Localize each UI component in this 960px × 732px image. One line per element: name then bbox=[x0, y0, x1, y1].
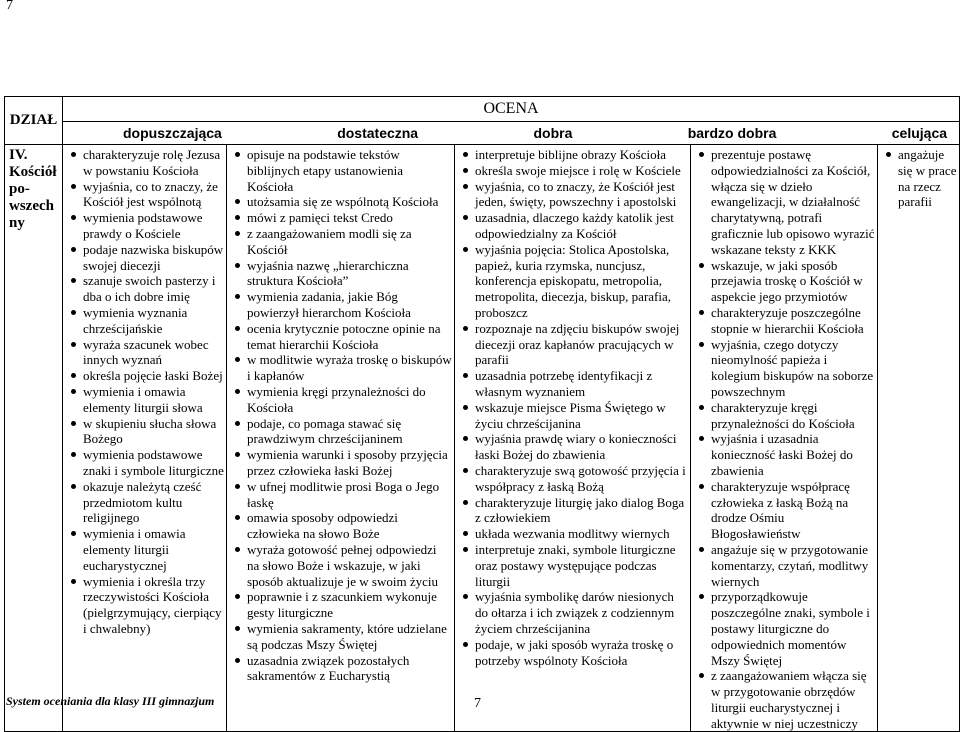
column-celujaca bbox=[878, 145, 960, 732]
list-item: wymienia i omawia elementy liturgii eucharystycznej bbox=[63, 526, 224, 573]
list-item: utożsamia się ze wspólnotą Kościoła bbox=[227, 194, 452, 210]
list-item: mówi z pamięci tekst Credo bbox=[227, 210, 452, 226]
list-item: wyjaśnia, co to znaczy, że Kościół jest jeden, święty, powszechny i apostolski bbox=[455, 179, 688, 211]
list-item: wyjaśnia prawdę wiary o konieczności łaski Bożej do zbawienia bbox=[455, 431, 688, 463]
list-item: opisuje na podstawie tekstów biblijnych etapy ustanowienia Kościoła bbox=[227, 147, 452, 194]
list-item: wskazuje miejsce Pisma Świętego w życiu chrześcijanina bbox=[455, 400, 688, 432]
list-item: określa pojęcie łaski Bożej bbox=[63, 368, 224, 384]
column-dopuszczajaca bbox=[63, 145, 227, 732]
footer-page-number: 7 bbox=[474, 696, 481, 711]
list-item: wyraża gotowość pełnej odpowiedzi na słowo Boże i wskazuje, w jaki sposób aktualizuje je w swoim życiu bbox=[227, 542, 452, 589]
list-item: podaje nazwiska biskupów swojej diecezji bbox=[63, 242, 224, 274]
column-bardzo-dobra bbox=[691, 145, 878, 732]
list-item: uzasadnia, dlaczego każdy katolik jest odpowiedzialny za Kościół bbox=[455, 210, 688, 242]
list-item: wymienia wyznania chrześcijańskie bbox=[63, 305, 224, 337]
list-item: wymienia podstawowe znaki i symbole liturgiczne bbox=[63, 447, 224, 479]
header-dzial: DZIAŁ bbox=[5, 97, 63, 145]
level-dostateczna: dostateczna bbox=[337, 125, 419, 141]
column-dostateczna bbox=[227, 145, 455, 732]
list-item: wymienia i określa trzy rzeczywistości Kościoła (pielgrzymujący, cierpiący i chwalebny) bbox=[63, 574, 224, 637]
list-item: prezentuje postawę odpowiedzialności za Kościół, włącza się w dzieło ewangelizacji, w działalność charytatywną, potrafi graficznie lub opisowo wyrazić wskazane teksty z KKK bbox=[691, 147, 875, 258]
list-item: interpretuje znaki, symbole liturgiczne oraz postawy występujące podczas liturgii bbox=[455, 542, 688, 589]
section-title: IV. Kościół po-wszech ny bbox=[5, 145, 63, 732]
grading-table bbox=[4, 96, 960, 732]
footer-title: System oceniania dla klasy III gimnazjum bbox=[6, 694, 215, 708]
list-item: wyjaśnia nazwę „hierarchiczna struktura Kościoła” bbox=[227, 258, 452, 290]
list-item: wymienia zadania, jakie Bóg powierzył hierarchom Kościoła bbox=[227, 289, 452, 321]
list-item: układa wezwania modlitwy wiernych bbox=[455, 526, 688, 542]
list-item: wyjaśnia symbolikę darów niesionych do ołtarza i ich związek z codziennym życiem chrześcijanina bbox=[455, 589, 688, 636]
level-bardzo-dobra: bardzo dobra bbox=[687, 125, 777, 141]
level-celujaca: celująca bbox=[891, 125, 948, 141]
column-dobra bbox=[455, 145, 691, 732]
list-item: określa swoje miejsce i rolę w Kościele bbox=[455, 163, 688, 179]
list-item: charakteryzuje liturgię jako dialog Boga z człowiekiem bbox=[455, 495, 688, 527]
list-item: w ufnej modlitwie prosi Boga o Jego łaskę bbox=[227, 479, 452, 511]
list-item: angażuje się w prace na rzecz parafii bbox=[878, 147, 957, 210]
list-item: interpretuje biblijne obrazy Kościoła bbox=[455, 147, 688, 163]
list-item: rozpoznaje na zdjęciu biskupów swojej diecezji oraz kapłanów pracujących w parafii bbox=[455, 321, 688, 368]
level-dobra: dobra bbox=[533, 125, 573, 141]
list-item: z zaangażowaniem włącza się w przygotowanie obrzędów liturgii eucharystycznej i aktywnie w niej uczestniczy bbox=[691, 668, 875, 731]
list-item: ocenia krytycznie potoczne opinie na temat hierarchii Kościoła bbox=[227, 321, 452, 353]
list-item: wymienia kręgi przynależności do Kościoła bbox=[227, 384, 452, 416]
list-item: uzasadnia potrzebę identyfikacji z własnym wyznaniem bbox=[455, 368, 688, 400]
list-item: okazuje należytą cześć przedmiotom kultu religijnego bbox=[63, 479, 224, 526]
list-item: wyjaśnia, co to znaczy, że Kościół jest wspólnotą bbox=[63, 179, 224, 211]
list-item: charakteryzuje rolę Jezusa w powstaniu Kościoła bbox=[63, 147, 224, 179]
list-item: przyporządkowuje poszczególne znaki, symbole i postawy liturgiczne do odpowiednich momentów Mszy Świętej bbox=[691, 589, 875, 668]
list-item: z zaangażowaniem modli się za Kościół bbox=[227, 226, 452, 258]
list-item: w skupieniu słucha słowa Bożego bbox=[63, 416, 224, 448]
list-item: podaje, co pomaga stawać się prawdziwym chrześcijaninem bbox=[227, 416, 452, 448]
list-item: charakteryzuje kręgi przynależności do Kościoła bbox=[691, 400, 875, 432]
list-item: podaje, w jaki sposób wyraża troskę o potrzeby wspólnoty Kościoła bbox=[455, 637, 688, 669]
list-item: uzasadnia związek pozostałych sakramentów z Eucharystią bbox=[227, 653, 452, 685]
header-levels bbox=[63, 122, 960, 145]
list-item: wyjaśnia, czego dotyczy nieomylność papieża i kolegium biskupów na soborze powszechnym bbox=[691, 337, 875, 400]
list-item: charakteryzuje poszczególne stopnie w hierarchii Kościoła bbox=[691, 305, 875, 337]
list-item: angażuje się w przygotowanie komentarzy, czytań, modlitwy wiernych bbox=[691, 542, 875, 589]
list-item: wymienia i omawia elementy liturgii słowa bbox=[63, 384, 224, 416]
level-dopuszczajaca: dopuszczająca bbox=[123, 125, 222, 141]
list-item: wymienia warunki i sposoby przyjęcia przez człowieka łaski Bożej bbox=[227, 447, 452, 479]
list-item: omawia sposoby odpowiedzi człowieka na słowo Boże bbox=[227, 510, 452, 542]
page-number-top: 7 bbox=[6, 0, 13, 13]
list-item: szanuje swoich pasterzy i dba o ich dobre imię bbox=[63, 273, 224, 305]
list-item: charakteryzuje swą gotowość przyjęcia i współpracy z łaską Bożą bbox=[455, 463, 688, 495]
header-ocena: OCENA bbox=[63, 97, 960, 122]
list-item: poprawnie i z szacunkiem wykonuje gesty liturgiczne bbox=[227, 589, 452, 621]
list-item: wyjaśnia pojęcia: Stolica Apostolska, papież, kuria rzymska, nuncjusz, konferencja episkopatu, metropolia, metropolita, diecezja, biskup, parafia, proboszcz bbox=[455, 242, 688, 321]
list-item: wymienia podstawowe prawdy o Kościele bbox=[63, 210, 224, 242]
list-item: charakteryzuje współpracę człowieka z łaską Bożą na drodze Ośmiu Błogosławieństw bbox=[691, 479, 875, 542]
list-item: w modlitwie wyraża troskę o biskupów i kapłanów bbox=[227, 352, 452, 384]
list-item: wyraża szacunek wobec innych wyznań bbox=[63, 337, 224, 369]
list-item: wymienia sakramenty, które udzielane są podczas Mszy Świętej bbox=[227, 621, 452, 653]
list-item: wyjaśnia i uzasadnia konieczność łaski Bożej do zbawienia bbox=[691, 431, 875, 478]
list-item: wskazuje, w jaki sposób przejawia troskę o Kościół w aspekcie jego przymiotów bbox=[691, 258, 875, 305]
